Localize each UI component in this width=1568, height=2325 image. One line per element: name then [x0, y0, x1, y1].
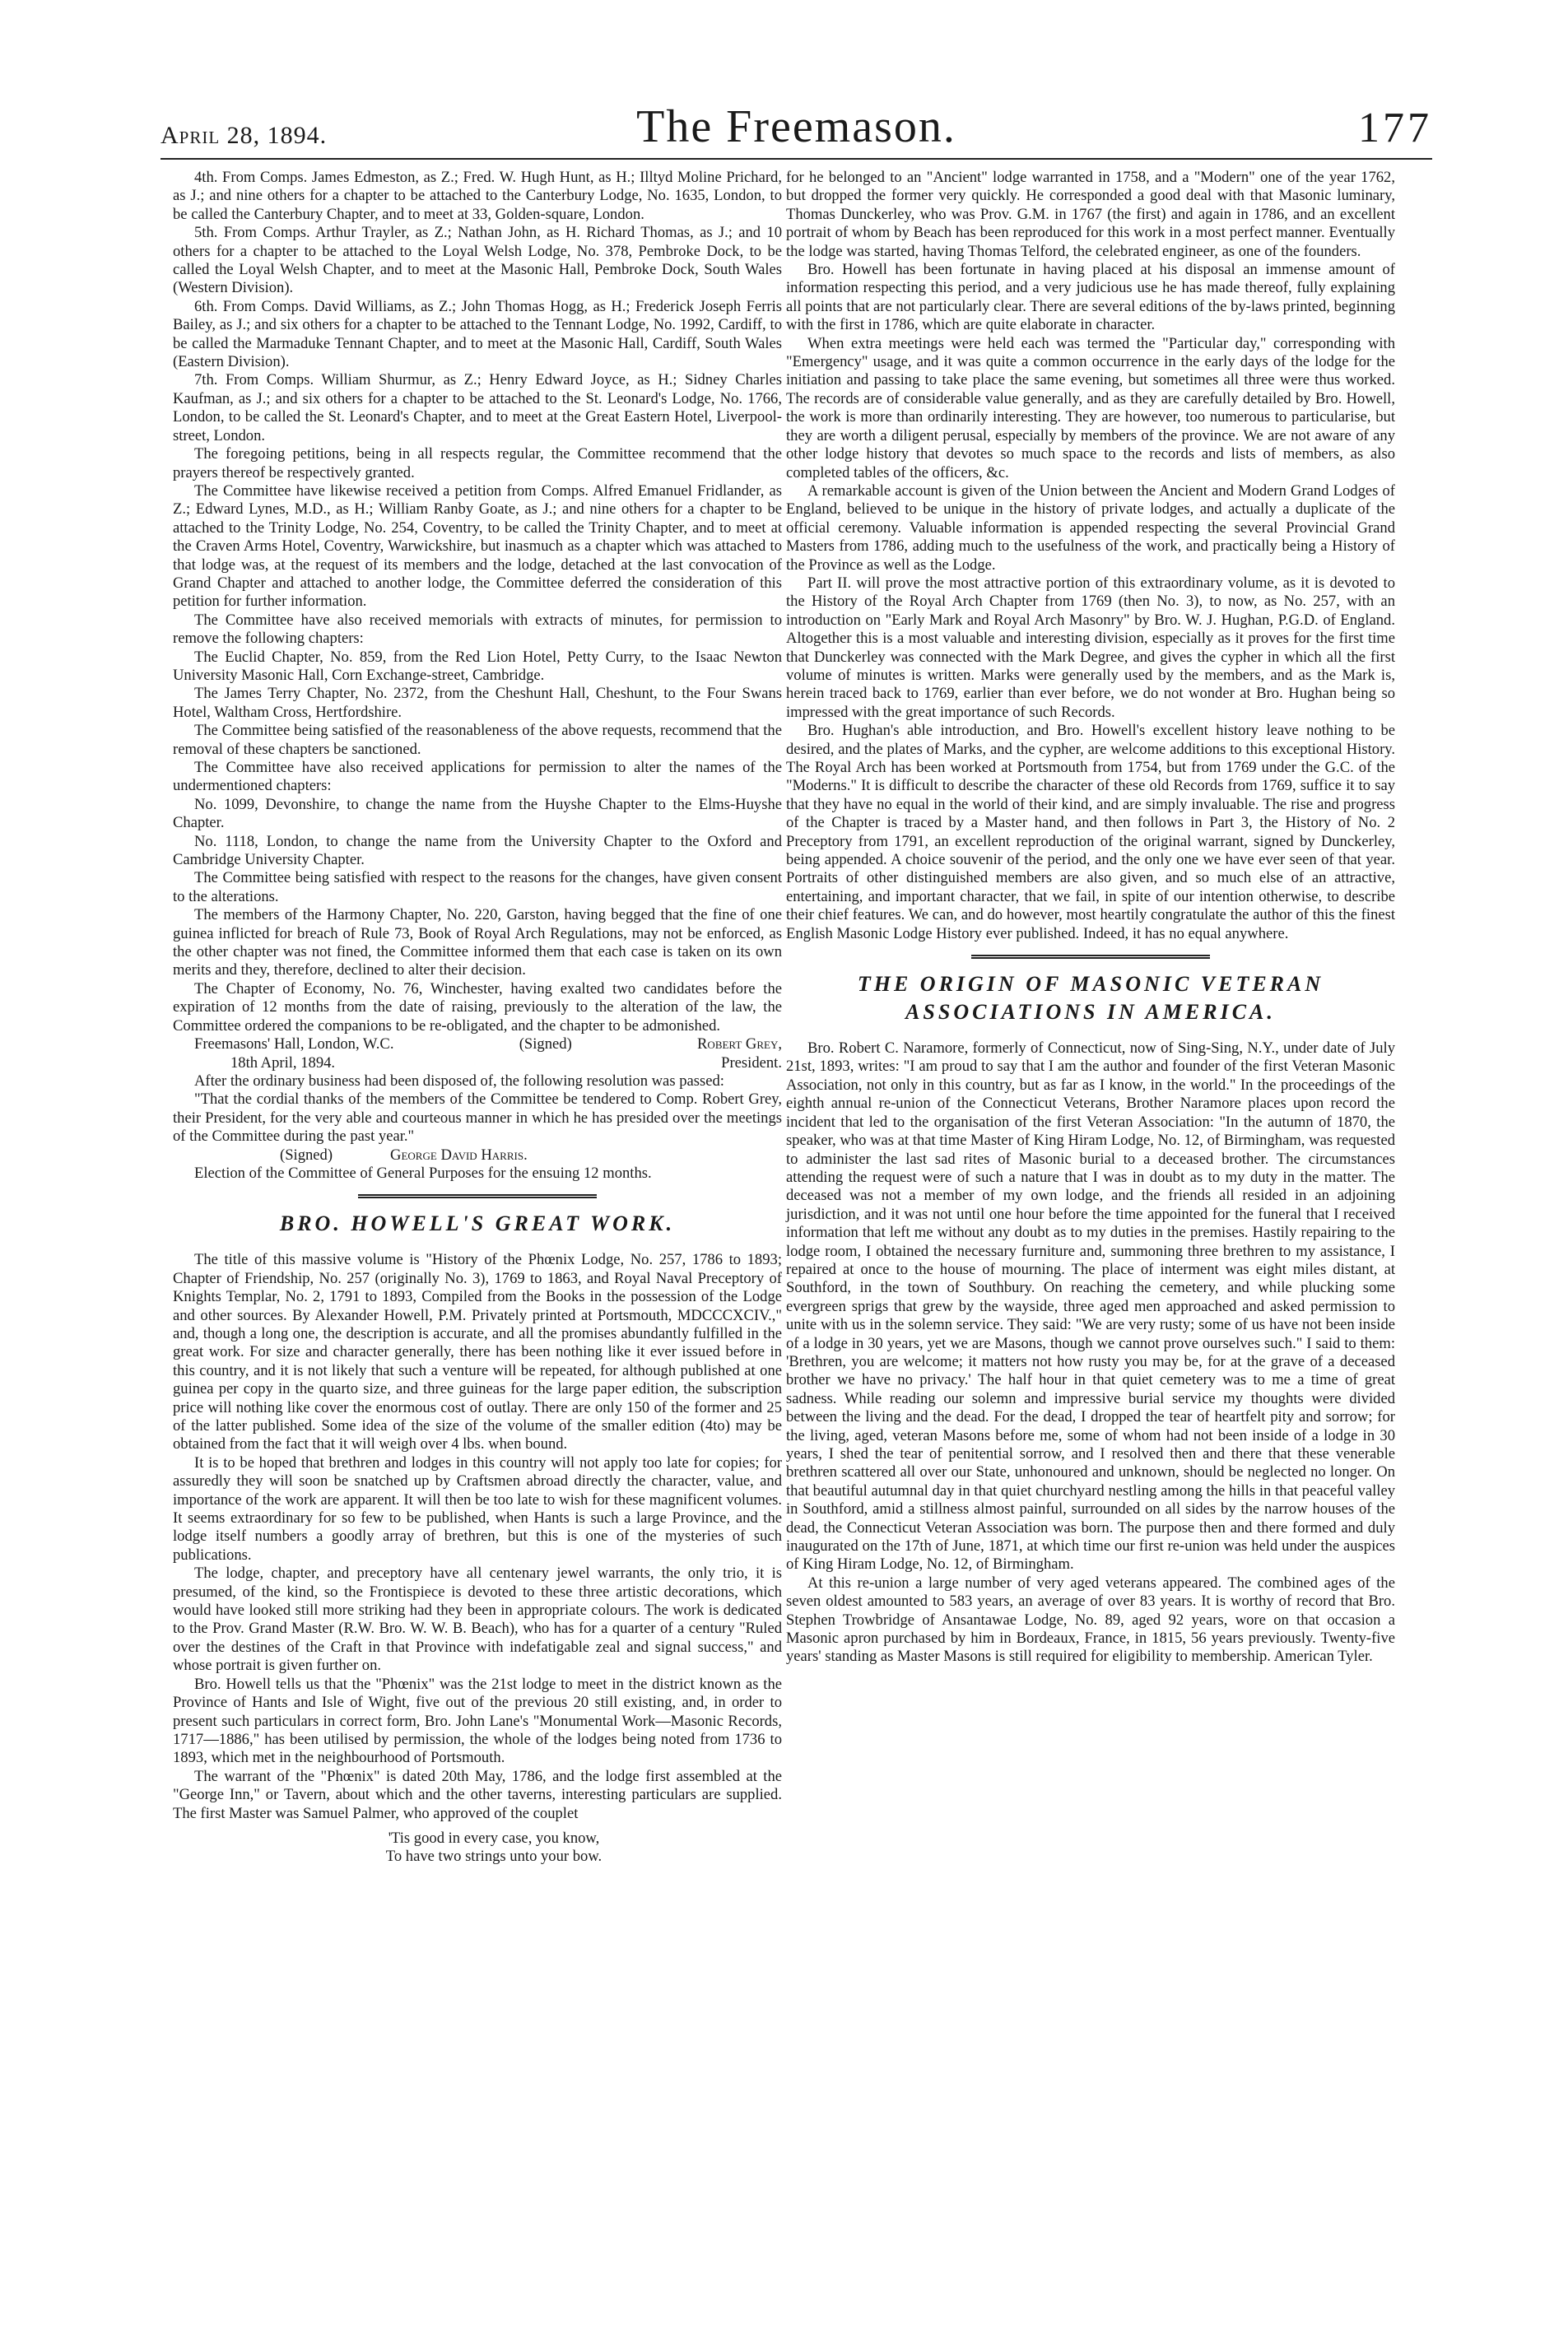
body-paragraph: Election of the Committee of General Purposes for the ensuing 12 months. — [194, 1164, 652, 1182]
body-paragraph: for he belonged to an "Ancient" lodge warranted in 1758, and a "Modern" one of the year 1762, but dropped the former very quickly. He corresponded a good deal with that Masonic luminary, Thomas Dunckerley, who was Prov. G.M. in 1767 (the first) and again in 1786, and an excellent portrait of whom by Beach has been reproduced for this work in a most perfect manner. Eventually the lodge was started, having Thomas Telford, the celebrated engineer, as one of the founders. — [786, 169, 1395, 260]
page-number: 177 — [1358, 105, 1432, 151]
couplet-line: To have two strings unto your bow. — [385, 1848, 603, 1866]
body-paragraph: After the ordinary business had been disposed of, the following resolution was passed: — [194, 1072, 724, 1090]
body-paragraph: The James Terry Chapter, No. 2372, from the Cheshunt Hall, Cheshunt, to the Four Swans Hotel, Waltham Cross, Hertfordshire. — [173, 685, 782, 721]
body-paragraph: No. 1118, London, to change the name from the University Chapter to the Oxford and Cambridge University Chapter. — [173, 832, 782, 869]
body-paragraph: The Committee being satisfied with respect to the reasons for the changes, have given consent to the alterations. — [173, 869, 782, 905]
body-paragraph: It is to be hoped that brethren and lodges in this country will not apply too late for copies; for assuredly they will soon be snatched up by Craftsmen abroad directly the character, value, and importance of the work are apparent. It will then be too late to wish for these magnificent volumes. It seems extraordinary for so few to be published, when Hants is such a large Province, and the lodge itself numbers a goodly array of brethren, but this is one of the mysteries of such publications. — [173, 1453, 782, 1564]
signature-place: Freemasons' Hall, London, W.C. — [194, 1035, 394, 1053]
signature-title: President. — [721, 1053, 782, 1072]
body-paragraph: The Committee have also received memorials with extracts of minutes, for permission to remove the following chapters: — [173, 611, 782, 648]
body-paragraph: When extra meetings were held each was termed the "Particular day," corresponding with "Emergency" usage, and it was quite a common occurrence in the early days of the lodge for the initiation and passing to take place the same evening, but sometimes all three were thus worked. The records are of considerable value generally, and as they are carefully detailed by Bro. Howell, the work is more than ordinarily interesting. They are however, too numerous to particularise, but they are worth a diligent perusal, especially by members of the province. We are not aware of any other lodge history that devotes so much space to the records and lists of members, as also completed tables of the officers, &c. — [786, 334, 1395, 481]
body-paragraph: The Chapter of Economy, No. 76, Winchester, having exalted two candidates before the expiration of 12 months from the date of raising, previously to the alteration of the law, the Committee ordered the companions to be re-obligated, and the chapter to be admonished. — [173, 979, 782, 1035]
body-paragraph: The Committee being satisfied of the reasonableness of the above requests, recommend that the removal of these chapters be sanctioned. — [173, 722, 782, 758]
petition-paragraph: 6th. From Comps. David Williams, as Z.; John Thomas Hogg, as H.; Frederick Joseph Ferris Bailey, as J.; and six others for a chapter to be attached to the Tennant Lodge, No. 1992, Cardiff, to be called the Marmaduke Tennant Chapter, and to meet at the Masonic Hall, Cardiff, South Wales (Eastern Division). — [173, 297, 782, 371]
body-paragraph: Bro. Robert C. Naramore, formerly of Connecticut, now of Sing-Sing, N.Y., under date of July 21st, 1893, writes: "I am proud to say that I am the author and founder of the first Veteran Masonic Association, not only in this country, but as far as I know, in the world." In the proceedings of the eighth annual re-union of the Connecticut Veterans, Brother Naramore places upon record the incident that led to the organisation of the first Veteran Association: "In the autumn of 1870, the speaker, who was at that time Master of King Hiram Lodge, No. 12, of Birmingham, was requested to administer the last sad rites of Masonic burial to a deceased brother. The circumstances attending the request were of such a nature that I was in doubt as to my duty in the matter. The deceased was not a member of my own lodge, and the friends all resided in an adjoining jurisdiction, and it was not until one hour before the time appointed for the funeral that I received information that left me without any doubt as to my duties in the premises. Hastily repairing to the lodge room, I obtained the necessary furniture and, summoning three brethren to my assistance, I repaired at once to the house of mourning. The place of interment was eight miles distant, at Southford, in the town of Southbury. On reaching the cemetery, and while plucking some evergreen sprigs that grew by the wayside, three aged men approached and asked permission to unite with us in the solemn service. They said: "We are very rusty; some of us have not been inside of a lodge in 30 years, yet we are Masons, though we cannot prove ourselves such." I said to them: 'Brethren, you are welcome; it matters not how rusty you may be, for at the grave of a deceased brother we have no privacy.' The half hour in that quiet cemetery was to me a time of great sadness. While reading our solemn and impressive burial service my thoughts were divided between the living and the dead. For the dead, I dropped the tear of heartfelt pity and sorrow; for the living, aged, veteran Masons before me, some of whom had not been inside of a lodge in 30 years, I shed the tear of penitential sorrow, and I resolved then and there that these venerable brethren scattered all over our State, unhonoured and unknown, should be neglected no longer. On that beautiful autumnal day in that quiet churchyard nestling among the hills in that peaceful valley in Southford, amid a stillness almost painful, surrounded on all sides by the narrow houses of the dead, the Connecticut Veteran Association was born. The purpose then and there formed and duly inaugurated on the 17th of June, 1871, at which time our first re-union was held under the auspices of King Hiram Lodge, No. 12, of Birmingham. — [786, 1039, 1395, 1574]
petition-paragraph: 4th. From Comps. James Edmeston, as Z.; Fred. W. Hugh Hunt, as H.; Illtyd Moline Prichard, as J.; and nine others for a chapter to be attached to the Canterbury Lodge, No. 1635, London, to be called the Canterbury Chapter, and to meet at 33, Golden-square, London. — [173, 169, 782, 223]
couplet-line: 'Tis good in every case, you know, — [388, 1829, 600, 1847]
resolution-paragraph: "That the cordial thanks of the members of the Committee be tendered to Comp. Robert Grey, their President, for the very able and courteous manner in which he has presided over the meetings of the Committee during the past year." — [173, 1090, 782, 1146]
couplet — [173, 1830, 782, 1867]
right-column — [786, 169, 1395, 1667]
petition-paragraph: 7th. From Comps. William Shurmur, as Z.; Henry Edward Joyce, as H.; Sidney Charles Kaufman, as J.; and six others for a chapter to be attached to the St. Leonard's Lodge, No. 1766, London, to be called the St. Leonard's Chapter, and to meet at the Great Eastern Hotel, Liverpool-street, London. — [173, 371, 782, 444]
petition-paragraph: 5th. From Comps. Arthur Trayler, as Z.; Nathan John, as H. Richard Thomas, as J.; and 10 others for a chapter to be attached to the Loyal Welsh Lodge, No. 378, Pembroke Dock, to be called the Loyal Welsh Chapter, and to meet at the Masonic Hall, Pembroke Dock, South Wales (Western Division). — [173, 224, 782, 297]
body-paragraph: The Committee have likewise received a petition from Comps. Alfred Emanuel Fridlander, as Z.; Edward Lynes, M.D., as H.; William Ranby Goate, as J.; and nine others for a chapter to be attached to the Trinity Lodge, No. 254, Coventry, to be called the Trinity Chapter, and to meet at the Craven Arms Hotel, Coventry, Warwickshire, but inasmuch as a chapter which was attached to that lodge was, at the request of its members and the lodge, detached at the last convocation of Grand Chapter and attached to another lodge, the Committee deferred the consideration of this petition for further information. — [173, 481, 782, 611]
signature-line — [173, 1054, 782, 1072]
body-paragraph: The members of the Harmony Chapter, No. 220, Garston, having begged that the fine of one guinea inflicted for breach of Rule 73, Book of Royal Arch Regulations, may not be enforced, as the other chapter was not fined, the Committee informed them that each case is taken on its own merits and they, therefore, declined to alter their decision. — [173, 906, 782, 979]
left-column — [173, 169, 782, 1867]
signature-name: George David Harris. — [390, 1146, 528, 1164]
body-paragraph: A remarkable account is given of the Union between the Ancient and Modern Grand Lodges of England, believed to be unique in the history of private lodges, and actually a duplicate of the official ceremony. Valuable information is appended respecting the several Provincial Grand Masters from 1786, adding much to the usefulness of the work, and practically being a History of the Province as well as the Lodge. — [786, 481, 1395, 574]
body-paragraph: The lodge, chapter, and preceptory have all centenary jewel warrants, the only trio, it is presumed, of the kind, so the Frontispiece is devoted to these three artistic decorations, which would have looked still more striking had they been in appropriate colours. The work is dedicated to the Prov. Grand Master (R.W. Bro. W. W. B. Beach), who has for a quarter of a century "Ruled over the destines of the Craft in that Province with indefatigable zeal and signal success," and whose portrait is given further on. — [173, 1565, 782, 1675]
signature-name: Robert Grey, — [697, 1035, 782, 1053]
signature-line — [173, 1035, 782, 1053]
body-paragraph: The Euclid Chapter, No. 859, from the Red Lion Hotel, Petty Curry, to the Isaac Newton University Masonic Hall, Corn Exchange-street, Cambridge. — [173, 648, 782, 684]
body-paragraph: Bro. Howell has been fortunate in having placed at his disposal an immense amount of information respecting this period, and a very judicious use he has made thereof, fully explaining all points that are not particularly clear. There are several editions of the by-laws printed, beginning with the first in 1786, which are quite elaborate in character. — [786, 261, 1395, 334]
signature-signed: (Signed) — [280, 1146, 333, 1164]
body-paragraph: The foregoing petitions, being in all respects regular, the Committee recommend that the prayers thereof be respectively granted. — [173, 445, 782, 481]
body-paragraph: The title of this massive volume is "History of the Phœnix Lodge, No. 257, 1786 to 1893; Chapter of Friendship, No. 257 (originally No. 3), 1769 to 1863, and Royal Naval Preceptory of Knights Templar, No. 2, 1791 to 1893, Compiled from the Books in the possession of the Lodge and other sources. By Alexander Howell, P.M. Privately printed at Portsmouth, MDCCCXCIV.," and, though a long one, the description is accurate, and all the promises abundantly fulfilled in the great work. For size and character generally, there has been nothing like it ever issued before in this country, and it is not likely that such a venture will be repeated, for although published at one guinea per copy in the quarto size, and three guineas for the large paper edition, the subscription price will nothing like cover the enormous cost of outlay. There are only 150 of the former and 25 of the latter published. Some idea of the size of the volume of the smaller edition (4to) may be obtained from the fact that it will weigh over 4 lbs. when bound. — [173, 1251, 782, 1453]
body-paragraph: The Committee have also received applications for permission to alter the names of the undermentioned chapters: — [173, 759, 782, 795]
body-paragraph: At this re-union a large number of very aged veterans appeared. The combined ages of the seven oldest amounted to 583 years, an average of over 83 years. It is worthy of record that Bro. Stephen Trowbridge of Ansantawae Lodge, No. 89, aged 92 years, wore on that occasion a Masonic apron purchased by him in Bordeaux, France, in 1815, 56 years previously. Twenty-five years' standing as Master Masons is still required for eligibility to membership. American Tyler. — [786, 1574, 1395, 1666]
article-heading: BRO. HOWELL'S GREAT WORK. — [279, 1211, 676, 1236]
signature-date: 18th April, 1894. — [230, 1053, 336, 1072]
body-paragraph: Bro. Hughan's able introduction, and Bro. Howell's excellent history leave nothing to be desired, and the plates of Marks, and the cypher, are welcome additions to this exceptional History. The Royal Arch has been worked at Portsmouth from 1754, but from 1769 under the G.C. of the "Moderns." It is difficult to describe the character of these old Records from 1769, suffice it to say that they have no equal in the world of their kind, and are simply invaluable. The rise and progress of the Chapter is traced by a Master hand, and then follows in Part 3, the History of No. 2 Preceptory from 1791, an excellent reproduction of the original warrant, signed by Dunckerley, being appended. A choice souvenir of the period, and the only one we have ever seen of that year. Portraits of other distinguished members are also given, and so much else of an attractive, entertaining, and important character, that we fail, in spite of our intention otherwise, to describe their chief features. We can, and do however, most heartily congratulate the author of this the finest English Masonic Lodge History ever published. Indeed, it has no equal anywhere. — [786, 722, 1395, 942]
signature-signed: (Signed) — [519, 1035, 572, 1053]
body-paragraph: The warrant of the "Phœnix" is dated 20th May, 1786, and the lodge first assembled at the "George Inn," or Tavern, about which and the other taverns, interesting particulars are supplied. The first Master was Samuel Palmer, who approved of the couplet — [173, 1767, 782, 1822]
section-divider — [971, 955, 1210, 959]
body-paragraph: Part II. will prove the most attractive portion of this extraordinary volume, as it is devoted to the History of the Royal Arch Chapter from 1769 (then No. 3), to now, as No. 257, with an introduction on "Early Mark and Royal Arch Masonry" by Bro. W. J. Hughan, P.G.D. of England. Altogether this is a most valuable and interesting division, especially as it proves for the first time that Dunckerley was connected with the Mark Degree, and gives the cypher in which all the first volume of minutes is written. Marks were generally used by the members, and as the Mark is, herein traced back to 1769, earlier than ever before, we do not wonder at Bro. Hughan being so impressed with the great importance of such Records. — [786, 574, 1395, 721]
article-heading: THE ORIGIN OF MASONIC VETERAN ASSOCIATIONS IN AMERICA. — [857, 972, 1324, 1025]
body-paragraph: Bro. Howell tells us that the "Phœnix" was the 21st lodge to meet in the district known as the Province of Hants and Isle of Wight, five out of the previous 20 still existing, and, in order to present such particulars in correct form, Bro. John Lane's "Monumental Work—Masonic Records, 1717—1886," has been utilised by permission, the whole of the lodges being noted from 1736 to 1893, which met in the neighbourhood of Portsmouth. — [173, 1675, 782, 1767]
issue-date: April 28, 1894. — [161, 122, 328, 149]
page-header — [161, 97, 1432, 163]
body-paragraph: No. 1099, Devonshire, to change the name from the Huyshe Chapter to the Elms-Huyshe Chapter. — [173, 795, 782, 832]
header-rule — [161, 158, 1432, 160]
section-divider — [358, 1194, 597, 1198]
masthead-title: The Freemason. — [636, 101, 956, 152]
signature-line — [173, 1146, 782, 1165]
